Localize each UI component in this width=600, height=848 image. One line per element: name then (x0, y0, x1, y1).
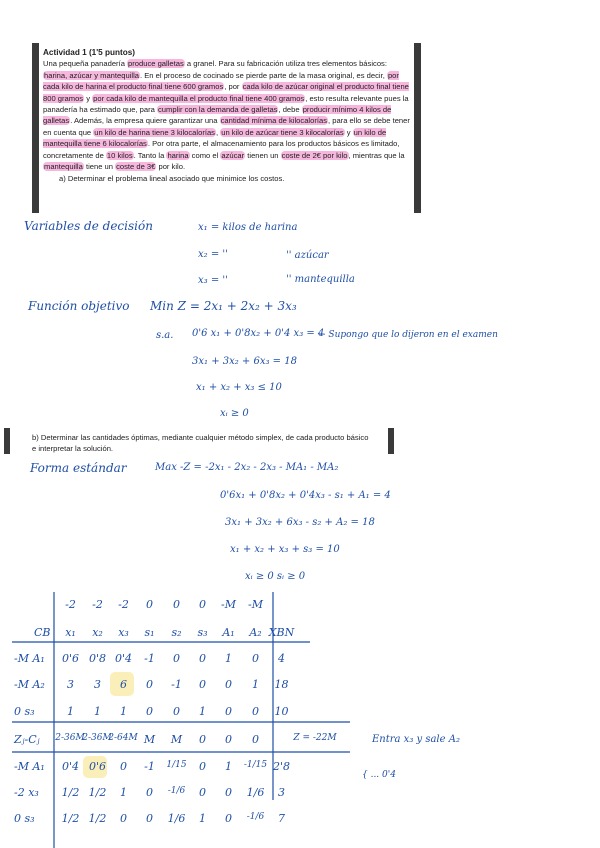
table-cell: 1 (252, 678, 259, 691)
variable-x3: x₃ = '' (198, 275, 228, 286)
cost-cell: -2 (118, 598, 129, 611)
header-cell: A₂ (249, 626, 262, 639)
highlighted-text: un kilo de mantequilla tiene 6 kilocalorías (43, 127, 387, 149)
standard-form-title: Forma estándar (30, 461, 127, 475)
highlighted-text: cada kilo de azúcar original el producto final tiene 800 gramos (43, 82, 409, 103)
enter-leave-note: Entra x₃ y sale A₂ (372, 734, 460, 745)
table-cell: 3 (94, 678, 101, 691)
header-cell: XBN (268, 626, 295, 639)
highlighted-text: por cada kilo de harina el producto final tiene 600 gramos (43, 70, 399, 92)
table-cell: 0 (199, 652, 206, 665)
statement-text: por kilo. (156, 162, 186, 172)
cost-cell: 0 (146, 598, 153, 611)
statement-text: . Además, la empresa quiere garantizar una (70, 116, 220, 126)
highlighted-text: un kilo de azúcar tiene 3 kilocalorías (221, 127, 344, 137)
table-cell: 1 (199, 705, 206, 718)
cost-cell: -2 (92, 598, 103, 611)
statement-text: , por (224, 82, 242, 92)
statement-text: tiene un (83, 162, 116, 172)
highlighted-text: produce galletas (128, 59, 184, 69)
statement-text: , esto resulta relevante pues la panadería ha estimado que, para (43, 93, 409, 115)
statement-text: . Tanto la (133, 150, 167, 160)
part-b-question: b) Determinar las cantidades óptimas, mediante cualquier método simplex, de cada producto básico e interpretar la solución. (32, 433, 369, 453)
zc-cell: Z = -22M (293, 733, 337, 743)
cost-cell: 0 (173, 598, 180, 611)
cost-cell: -M (248, 598, 263, 611)
zc-cell: 2-64M (108, 733, 138, 743)
highlighted-text: coste de 3€ (116, 162, 156, 172)
header-cell: s₁ (144, 626, 155, 639)
statement-text: , para ello se debe tener en cuenta que (43, 116, 410, 137)
header-cell: s₃ (197, 626, 208, 639)
cost-cell: -2 (65, 598, 76, 611)
table-cell: 3 (278, 786, 285, 799)
zc-row-label: Zⱼ-Cⱼ (14, 733, 40, 746)
row-basis-label: 0 s₃ (14, 705, 35, 718)
objective-function: Min Z = 2x₁ + 2x₂ + 3x₃ (150, 299, 297, 313)
table-cell: -1 (171, 678, 182, 691)
zc-cell: 0 (199, 733, 206, 746)
statement-text: , (215, 127, 221, 137)
highlighted-text: harina, azúcar y mantequilla (44, 70, 139, 80)
table-cell: 1/2 (88, 812, 107, 825)
highlighted-text: un kilo de harina tiene 3 kilocalorías (94, 127, 215, 137)
header-cb: CB (34, 626, 51, 639)
table-cell: 4 (278, 652, 285, 665)
statement-text: . Por otra parte, el almacenamiento para los productos básicos es limitado, concretamente de (43, 139, 400, 160)
highlighted-text: cantidad mínima de kilocalorías (220, 116, 327, 126)
table-cell: 0'6 (88, 760, 107, 773)
table-cell: -1/15 (243, 760, 268, 770)
table-cell: 2'8 (272, 760, 291, 773)
header-cell: x₁ (65, 626, 76, 639)
zc-cell: 0 (252, 733, 259, 746)
subject-to-label: s.a. (156, 330, 174, 341)
table-cell: 0'6 (61, 652, 80, 665)
table-cell: 0 (199, 760, 206, 773)
table-cell: 0 (252, 705, 259, 718)
variable-x1: x₁ = kilos de harina (198, 222, 298, 233)
standard-constraint-1: 0'6x₁ + 0'8x₂ + 0'4x₃ - s₁ + A₁ = 4 (220, 490, 391, 501)
table-cell: 1/15 (166, 760, 187, 770)
table-cell: 0'4 (61, 760, 80, 773)
table-cell: 10 (274, 705, 289, 718)
table-cell: 6 (120, 678, 127, 691)
table-cell: 1 (225, 760, 232, 773)
highlighted-text: cumplir con la demanda de galletas (158, 105, 278, 115)
table-cell: 3 (67, 678, 74, 691)
table-cell: 0 (199, 678, 206, 691)
table-cell: 0 (199, 786, 206, 799)
highlighted-text: harina (167, 150, 189, 160)
statement-text: y (84, 93, 93, 103)
table-cell: 1 (67, 705, 74, 718)
row-basis-label: 0 s₃ (14, 812, 35, 825)
table-cell: 1/6 (167, 812, 186, 825)
objective-title: Función objetivo (28, 299, 130, 313)
row-basis-label: -2 x₃ (14, 786, 39, 799)
variables-title: Variables de decisión (24, 219, 153, 233)
zc-cell: M (143, 733, 156, 746)
standard-constraint-2: 3x₁ + 3x₂ + 6x₃ - s₂ + A₂ = 18 (225, 517, 375, 528)
statement-text: a granel. Para su fabricación utiliza tres elementos básicos: (184, 59, 387, 69)
table-cell: 1/6 (246, 786, 265, 799)
table-cell: 7 (278, 812, 285, 825)
statement-text: y (344, 127, 353, 137)
part-a-question: a) Determinar el problema lineal asociado que minimice los costos. (59, 174, 285, 184)
zc-cell: 0 (225, 733, 232, 746)
statement-text: Una pequeña panadería (43, 59, 128, 69)
table-cell: 18 (274, 678, 289, 691)
variable-x2-desc: '' azúcar (286, 250, 329, 261)
table-cell: 1/2 (61, 812, 80, 825)
row-basis-label: -M A₁ (14, 760, 45, 773)
table-cell: 1 (120, 705, 127, 718)
standard-objective: Max -Z = -2x₁ - 2x₂ - 2x₃ - MA₁ - MA₂ (155, 462, 339, 473)
statement-text: , debe (278, 105, 302, 115)
side-note: { ... 0'4 (362, 770, 396, 780)
table-cell: 1/2 (61, 786, 80, 799)
variable-x2: x₂ = '' (198, 249, 228, 260)
table-cell: 1 (120, 786, 127, 799)
table-cell: -1/6 (167, 786, 186, 796)
zc-cell: M (170, 733, 183, 746)
table-cell: 1 (225, 652, 232, 665)
constraint-3: x₁ + x₂ + x₃ ≤ 10 (196, 382, 282, 393)
table-cell: 1/2 (88, 786, 107, 799)
constraint-nonneg: xᵢ ≥ 0 (220, 408, 249, 419)
statement-text: . En el proceso de cocinado se pierde parte de la masa original, es decir, (139, 70, 387, 80)
table-cell: -1/6 (246, 812, 265, 822)
cost-cell: 0 (199, 598, 206, 611)
highlighted-text: azúcar (221, 150, 245, 160)
table-cell: 0 (225, 678, 232, 691)
header-cell: s₂ (171, 626, 182, 639)
header-cell: x₃ (118, 626, 129, 639)
standard-constraint-3: x₁ + x₂ + x₃ + s₃ = 10 (230, 544, 340, 555)
table-cell: -1 (144, 760, 155, 773)
table-cell: -1 (144, 652, 155, 665)
table-cell: 0 (146, 812, 153, 825)
table-cell: 0 (146, 786, 153, 799)
row-basis-label: -M A₂ (14, 678, 45, 691)
statement-text: como el (189, 150, 221, 160)
highlighted-text: por cada kilo de mantequilla el producto final tiene 400 gramos (93, 93, 305, 103)
header-cell: A₁ (222, 626, 235, 639)
table-cell: 0'8 (88, 652, 107, 665)
header-cell: x₂ (92, 626, 103, 639)
row-basis-label: -M A₁ (14, 652, 45, 665)
constraint-1: 0'6 x₁ + 0'8x₂ + 0'4 x₃ = 4 (192, 328, 325, 339)
statement-text: , mientras que la (348, 150, 405, 160)
variable-x3-desc: '' mantequilla (286, 274, 355, 285)
table-cell: 0 (120, 760, 127, 773)
table-cell: 0 (146, 678, 153, 691)
activity-title: Actividad 1 (1'5 puntos) (43, 48, 136, 57)
constraint-2: 3x₁ + 3x₂ + 6x₃ = 18 (192, 356, 297, 367)
cost-cell: -M (221, 598, 236, 611)
constraint-1-note: ← Supongo que lo dijeron en el examen (318, 330, 498, 340)
highlighted-text: 10 kilos (106, 150, 133, 160)
table-cell: 0 (225, 786, 232, 799)
table-cell: 0 (173, 705, 180, 718)
table-cell: 0 (225, 705, 232, 718)
zc-cell: 2-36M (55, 733, 85, 743)
table-cell: 1 (94, 705, 101, 718)
table-cell: 0 (146, 705, 153, 718)
highlighted-text: mantequilla (44, 162, 83, 172)
table-cell: 0'4 (114, 652, 133, 665)
table-cell: 0 (173, 652, 180, 665)
zc-cell: 2-36M (82, 733, 112, 743)
table-cell: 1 (199, 812, 206, 825)
standard-nonneg: xᵢ ≥ 0 sᵢ ≥ 0 (245, 571, 306, 582)
statement-text: tienen un (245, 150, 281, 160)
table-cell: 0 (225, 812, 232, 825)
highlighted-text: coste de 2€ por kilo (281, 150, 348, 160)
table-cell: 0 (120, 812, 127, 825)
table-cell: 0 (252, 652, 259, 665)
highlighted-text: producir mínimo 4 kilos de galletas (43, 105, 392, 126)
